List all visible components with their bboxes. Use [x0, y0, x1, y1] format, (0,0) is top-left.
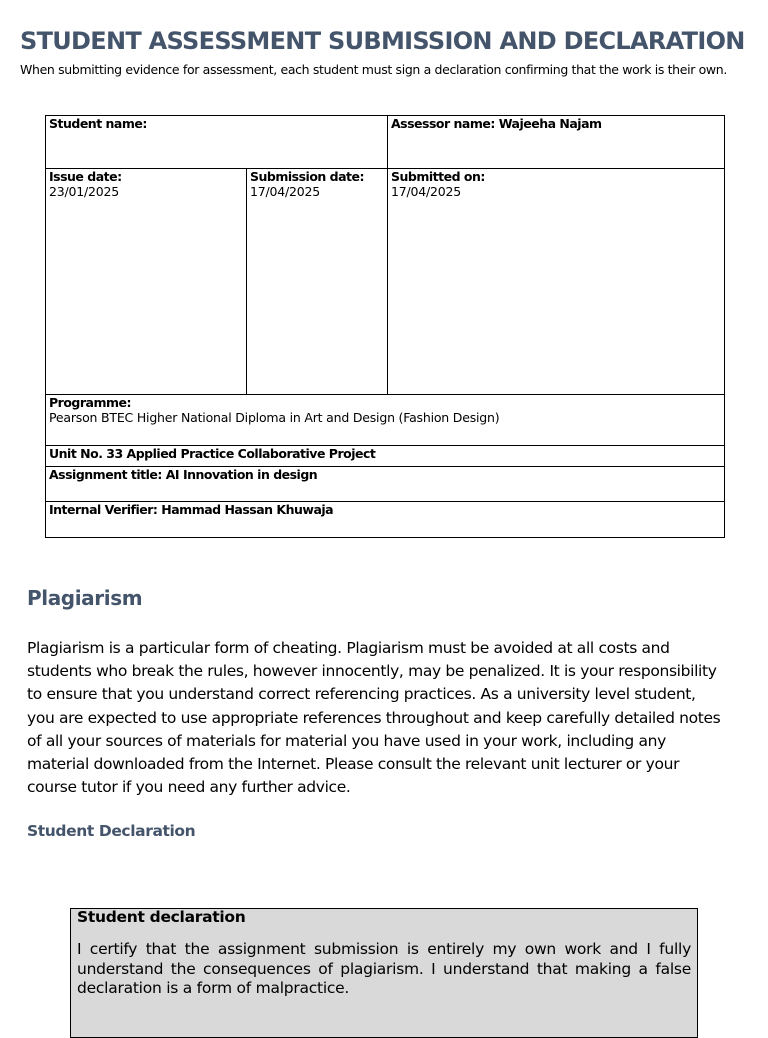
assignment-title-label: Assignment title: AI Innovation in design	[49, 467, 318, 482]
page-title: STUDENT ASSESSMENT SUBMISSION AND DECLARATION	[20, 27, 745, 55]
plagiarism-paragraph: Plagiarism is a particular form of cheating. Plagiarism must be avoided at all costs and students who break the rules, however innocently, may be penalized. It is your responsibility to ensure that you understand correct referencing practices. As a university level student, you are expected to use appropriate references throughout and keep carefully detailed notes of all your sources of materials for material you have used in your work, including any material downloaded from the Internet. Please consult the relevant unit lecturer or your course tutor if you need any further advice.	[27, 639, 721, 797]
issue-date-value: 23/01/2025	[49, 184, 120, 199]
submission-date-cell[interactable]	[247, 169, 388, 395]
student-declaration-heading: Student Declaration	[27, 822, 196, 840]
declaration-box-text: I certify that the assignment submission is entirely my own work and I fully understand the consequences of plagiarism. I understand that making a false declaration is a form of malpractice.	[77, 940, 691, 997]
plagiarism-heading: Plagiarism	[27, 586, 143, 610]
internal-verifier-label: Internal Verifier: Hammad Hassan Khuwaja	[49, 502, 334, 517]
table-row	[46, 502, 725, 538]
page-subtitle: When submitting evidence for assessment, each student must sign a declaration confirming that the work is their own.	[20, 62, 728, 77]
submission-date-value: 17/04/2025	[250, 184, 321, 199]
unit-label: Unit No. 33 Applied Practice Collaborative Project	[49, 446, 376, 461]
programme-label: Programme:	[49, 395, 131, 410]
table-row	[46, 467, 725, 502]
programme-value: Pearson BTEC Higher National Diploma in Art and Design (Fashion Design)	[49, 410, 500, 425]
internal-verifier-cell[interactable]	[46, 502, 725, 538]
submitted-on-value: 17/04/2025	[391, 184, 462, 199]
unit-cell[interactable]	[46, 446, 725, 467]
assessor-name-label: Assessor name: Wajeeha Najam	[391, 116, 602, 131]
table-row	[46, 116, 725, 169]
assessor-name-cell[interactable]	[388, 116, 725, 169]
submission-date-label: Submission date:	[250, 169, 364, 184]
assignment-title-cell[interactable]	[46, 467, 725, 502]
issue-date-cell[interactable]	[46, 169, 247, 395]
table-row	[46, 395, 725, 446]
programme-cell[interactable]	[46, 395, 725, 446]
declaration-box-title: Student declaration	[77, 908, 246, 926]
submitted-on-label: Submitted on:	[391, 169, 485, 184]
student-name-cell[interactable]	[46, 116, 388, 169]
submitted-on-cell[interactable]	[388, 169, 725, 395]
table-row	[46, 446, 725, 467]
student-name-label: Student name:	[49, 116, 147, 131]
submission-details-table	[45, 115, 725, 538]
student-declaration-box	[70, 908, 698, 1038]
table-row	[46, 169, 725, 395]
issue-date-label: Issue date:	[49, 169, 122, 184]
